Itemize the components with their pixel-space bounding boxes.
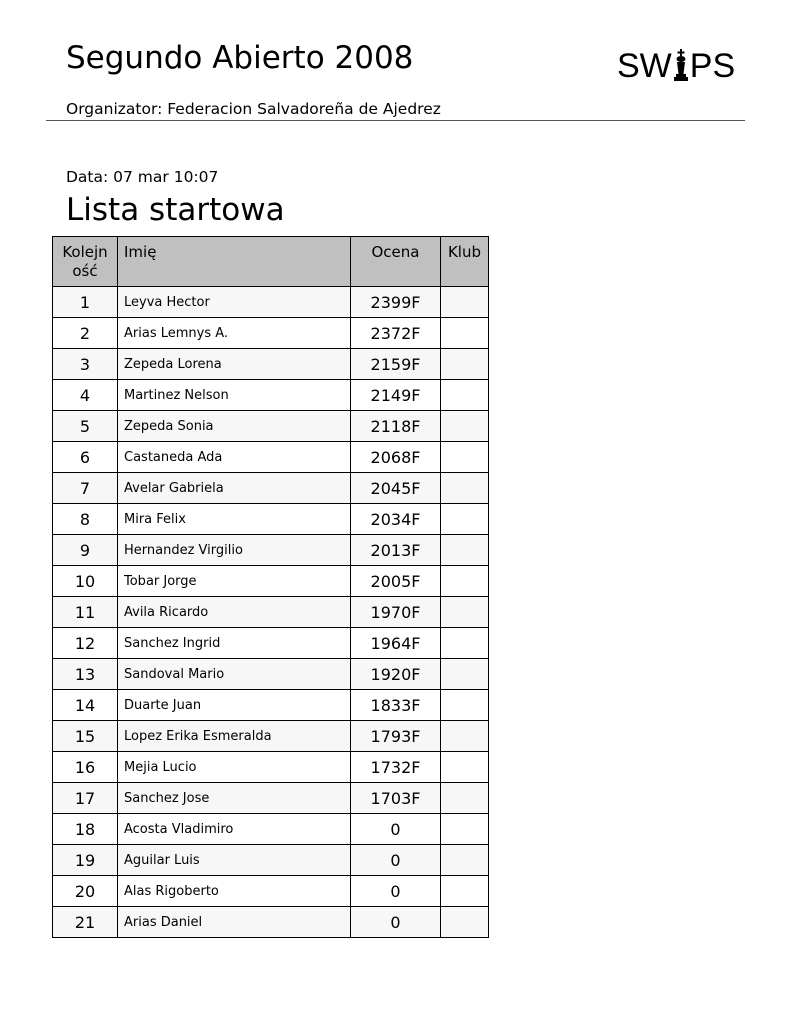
player-rating: 2149F bbox=[351, 380, 441, 411]
organizer-line: Organizator: Federacion Salvadoreña de Ajedrez bbox=[66, 100, 441, 118]
player-club bbox=[441, 349, 489, 380]
player-name: Arias Lemnys A. bbox=[118, 318, 351, 349]
column-header-order-line2: ość bbox=[72, 262, 98, 280]
table-row bbox=[53, 690, 489, 721]
table-row bbox=[53, 566, 489, 597]
player-rating: 1970F bbox=[351, 597, 441, 628]
player-rating: 2013F bbox=[351, 535, 441, 566]
player-name: Arias Daniel bbox=[118, 907, 351, 938]
table-row bbox=[53, 628, 489, 659]
table-row bbox=[53, 721, 489, 752]
player-club bbox=[441, 442, 489, 473]
player-name: Sanchez Jose bbox=[118, 783, 351, 814]
player-club bbox=[441, 473, 489, 504]
player-club bbox=[441, 411, 489, 442]
player-order-number: 12 bbox=[53, 628, 118, 659]
list-title: Lista startowa bbox=[66, 192, 285, 228]
swiss-manager-logo bbox=[617, 46, 747, 86]
player-name: Zepeda Sonia bbox=[118, 411, 351, 442]
player-order-number: 3 bbox=[53, 349, 118, 380]
player-rating: 1920F bbox=[351, 659, 441, 690]
player-order-number: 14 bbox=[53, 690, 118, 721]
player-club bbox=[441, 690, 489, 721]
player-name: Sandoval Mario bbox=[118, 659, 351, 690]
player-club bbox=[441, 907, 489, 938]
player-club bbox=[441, 597, 489, 628]
column-header-name: Imię bbox=[118, 237, 351, 287]
player-club bbox=[441, 318, 489, 349]
player-rating: 2159F bbox=[351, 349, 441, 380]
player-rating: 2399F bbox=[351, 287, 441, 318]
player-club bbox=[441, 659, 489, 690]
player-name: Martinez Nelson bbox=[118, 380, 351, 411]
player-rating: 1703F bbox=[351, 783, 441, 814]
player-rating: 1793F bbox=[351, 721, 441, 752]
column-header-rating: Ocena bbox=[351, 237, 441, 287]
player-name: Leyva Hector bbox=[118, 287, 351, 318]
player-order-number: 5 bbox=[53, 411, 118, 442]
logo-text-right: PS bbox=[689, 47, 736, 85]
table-row bbox=[53, 876, 489, 907]
player-order-number: 17 bbox=[53, 783, 118, 814]
table-row bbox=[53, 535, 489, 566]
table-row bbox=[53, 287, 489, 318]
logo-text-left: SW bbox=[617, 47, 672, 85]
table-row bbox=[53, 597, 489, 628]
player-rating: 2372F bbox=[351, 318, 441, 349]
player-club bbox=[441, 814, 489, 845]
tournament-title: Segundo Abierto 2008 bbox=[66, 40, 414, 76]
table-row bbox=[53, 349, 489, 380]
table-row bbox=[53, 907, 489, 938]
player-club bbox=[441, 628, 489, 659]
player-name: Tobar Jorge bbox=[118, 566, 351, 597]
report-date: Data: 07 mar 10:07 bbox=[66, 168, 219, 186]
player-name: Lopez Erika Esmeralda bbox=[118, 721, 351, 752]
table-header-row bbox=[53, 237, 489, 287]
player-rating: 0 bbox=[351, 907, 441, 938]
player-name: Mira Felix bbox=[118, 504, 351, 535]
player-order-number: 20 bbox=[53, 876, 118, 907]
player-order-number: 2 bbox=[53, 318, 118, 349]
player-order-number: 18 bbox=[53, 814, 118, 845]
chess-king-icon bbox=[671, 49, 691, 83]
player-name: Aguilar Luis bbox=[118, 845, 351, 876]
player-club bbox=[441, 721, 489, 752]
player-order-number: 21 bbox=[53, 907, 118, 938]
player-rating: 1964F bbox=[351, 628, 441, 659]
player-rating: 2118F bbox=[351, 411, 441, 442]
player-club bbox=[441, 287, 489, 318]
table-row bbox=[53, 473, 489, 504]
player-rating: 1732F bbox=[351, 752, 441, 783]
player-name: Castaneda Ada bbox=[118, 442, 351, 473]
column-header-club: Klub bbox=[441, 237, 489, 287]
player-order-number: 6 bbox=[53, 442, 118, 473]
player-name: Avelar Gabriela bbox=[118, 473, 351, 504]
player-rating: 2034F bbox=[351, 504, 441, 535]
player-order-number: 10 bbox=[53, 566, 118, 597]
player-name: Acosta Vladimiro bbox=[118, 814, 351, 845]
player-order-number: 9 bbox=[53, 535, 118, 566]
table-row bbox=[53, 442, 489, 473]
table-row bbox=[53, 752, 489, 783]
player-club bbox=[441, 876, 489, 907]
table-row bbox=[53, 411, 489, 442]
table-row bbox=[53, 814, 489, 845]
player-club bbox=[441, 380, 489, 411]
player-rating: 0 bbox=[351, 814, 441, 845]
player-rating: 2005F bbox=[351, 566, 441, 597]
player-name: Alas Rigoberto bbox=[118, 876, 351, 907]
player-rating: 1833F bbox=[351, 690, 441, 721]
player-name: Mejia Lucio bbox=[118, 752, 351, 783]
player-club bbox=[441, 535, 489, 566]
table-body bbox=[53, 287, 489, 938]
player-order-number: 11 bbox=[53, 597, 118, 628]
column-header-order bbox=[53, 237, 118, 287]
player-name: Avila Ricardo bbox=[118, 597, 351, 628]
player-rating: 2045F bbox=[351, 473, 441, 504]
player-order-number: 19 bbox=[53, 845, 118, 876]
header-divider bbox=[46, 120, 745, 121]
table-row bbox=[53, 783, 489, 814]
table-row bbox=[53, 318, 489, 349]
player-club bbox=[441, 566, 489, 597]
table-row bbox=[53, 659, 489, 690]
table-row bbox=[53, 504, 489, 535]
player-order-number: 4 bbox=[53, 380, 118, 411]
player-club bbox=[441, 504, 489, 535]
player-rating: 0 bbox=[351, 845, 441, 876]
player-club bbox=[441, 845, 489, 876]
table-row bbox=[53, 845, 489, 876]
player-order-number: 7 bbox=[53, 473, 118, 504]
table-row bbox=[53, 380, 489, 411]
player-order-number: 16 bbox=[53, 752, 118, 783]
player-club bbox=[441, 783, 489, 814]
player-name: Sanchez Ingrid bbox=[118, 628, 351, 659]
starting-list-table bbox=[52, 236, 489, 938]
player-order-number: 1 bbox=[53, 287, 118, 318]
player-name: Hernandez Virgilio bbox=[118, 535, 351, 566]
player-order-number: 13 bbox=[53, 659, 118, 690]
player-rating: 2068F bbox=[351, 442, 441, 473]
column-header-order-line1: Kolejn bbox=[62, 243, 108, 261]
player-club bbox=[441, 752, 489, 783]
player-order-number: 8 bbox=[53, 504, 118, 535]
player-name: Zepeda Lorena bbox=[118, 349, 351, 380]
player-order-number: 15 bbox=[53, 721, 118, 752]
player-name: Duarte Juan bbox=[118, 690, 351, 721]
player-rating: 0 bbox=[351, 876, 441, 907]
